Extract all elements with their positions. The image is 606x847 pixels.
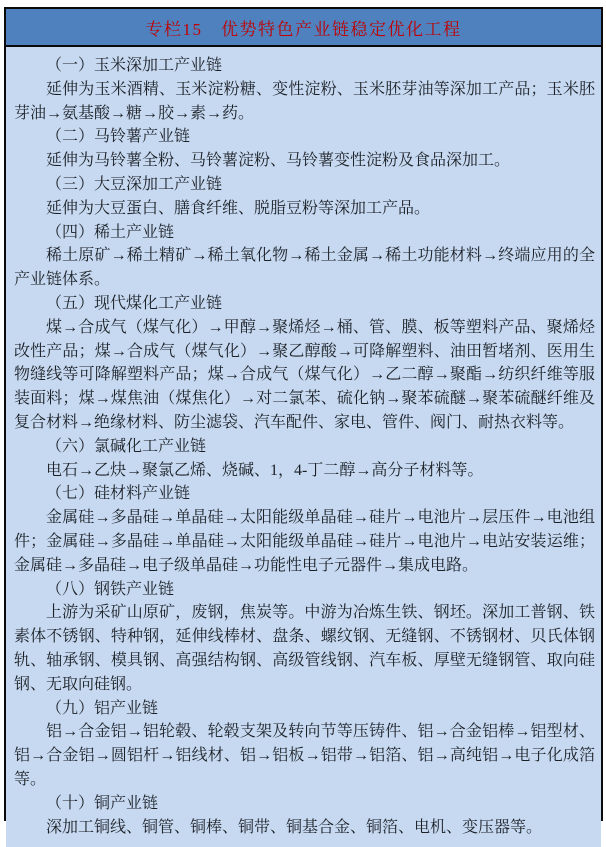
section-paragraph: 金属硅→多晶硅→单晶硅→太阳能级单晶硅→硅片→电池片→层压件→电池组件；金属硅→多晶硅→单晶硅→太阳能级单晶硅→硅片→电池片→电站安装运维；金属硅→多晶硅→电子级单晶硅→功能性电子元器件→集成电路。 — [14, 509, 595, 574]
section-heading: （六）氯碱化工产业链 — [46, 437, 207, 455]
section-paragraph: 电石→乙炔→聚氯乙烯、烧碱、1，4-丁二醇→高分子材料等。 — [46, 461, 484, 479]
section-heading: （五）现代煤化工产业链 — [46, 294, 223, 312]
box-title: 专栏15 优势特色产业链稳定优化工程 — [145, 19, 462, 39]
section-heading: （十）铜产业链 — [46, 794, 159, 812]
box-header — [6, 9, 601, 47]
section-paragraph: 稀土原矿→稀土精矿→稀土氧化物→稀土金属→稀土功能材料→终端应用的全产业链体系。 — [14, 247, 595, 289]
section-heading: （三）大豆深加工产业链 — [46, 175, 223, 193]
section-heading: （四）稀土产业链 — [46, 223, 175, 241]
section-heading: （八）钢铁产业链 — [46, 580, 175, 598]
section-paragraph: 延伸为马铃薯全粉、马铃薯淀粉、马铃薯变性淀粉及食品深加工。 — [46, 152, 511, 170]
section-paragraph: 深加工铜线、铜管、铜棒、铜带、铜基合金、铜箔、电机、变压器等。 — [46, 818, 543, 836]
section-heading: （一）玉米深加工产业链 — [46, 57, 223, 74]
section-paragraph: 煤→合成气（煤气化）→甲醇→聚烯烃→桶、管、膜、板等塑料产品、聚烯烃改性产品；煤→合成气（煤气化）→聚乙醇酸→可降解塑料、油田暂堵剂、医用生物缝线等可降解塑料产品；煤→合成气（煤气化）→乙二醇→聚酯→纺织纤维等服装面料；煤→煤焦油（煤焦化）→对二氯苯、硫化钠→聚苯硫醚→聚苯硫醚纤维及复合材料→绝缘材料、防尘滤袋、汽车配件、家电、管件、阀门、耐热衣料等。 — [14, 318, 595, 431]
section-paragraph: 延伸为玉米酒精、玉米淀粉糖、变性淀粉、玉米胚芽油等深加工产品；玉米胚芽油→氨基酸→糖→胶→素→药。 — [14, 80, 595, 122]
special-column-box — [4, 7, 603, 836]
section-paragraph: 延伸为大豆蛋白、膳食纤维、脱脂豆粉等深加工产品。 — [46, 199, 431, 217]
section-heading: （九）铝产业链 — [46, 699, 159, 717]
section-heading: （二）马铃薯产业链 — [46, 128, 191, 146]
box-body — [6, 47, 601, 847]
section-heading: （七）硅材料产业链 — [46, 485, 191, 503]
section-paragraph: 上游为采矿山原矿，废钢，焦炭等。中游为冶炼生铁、钢坯。深加工普钢、铁素体不锈钢、特种钢，延伸线棒材、盘条、螺纹钢、无缝钢、不锈钢材、贝氏体钢轨、轴承钢、模具钢、高强结构钢、高级管线钢、汽车板、厚壁无缝钢管、取向硅钢、无取向硅钢。 — [14, 604, 595, 693]
section-paragraph: 铝→合金铝→铝轮毂、轮毂支架及转向节等压铸件、铝→合金铝棒→铝型材、铝→合金铝→圆铝杆→铝线材、铝→铝板→铝带→铝箔、铝→高纯铝→电子化成箔等。 — [14, 723, 595, 788]
